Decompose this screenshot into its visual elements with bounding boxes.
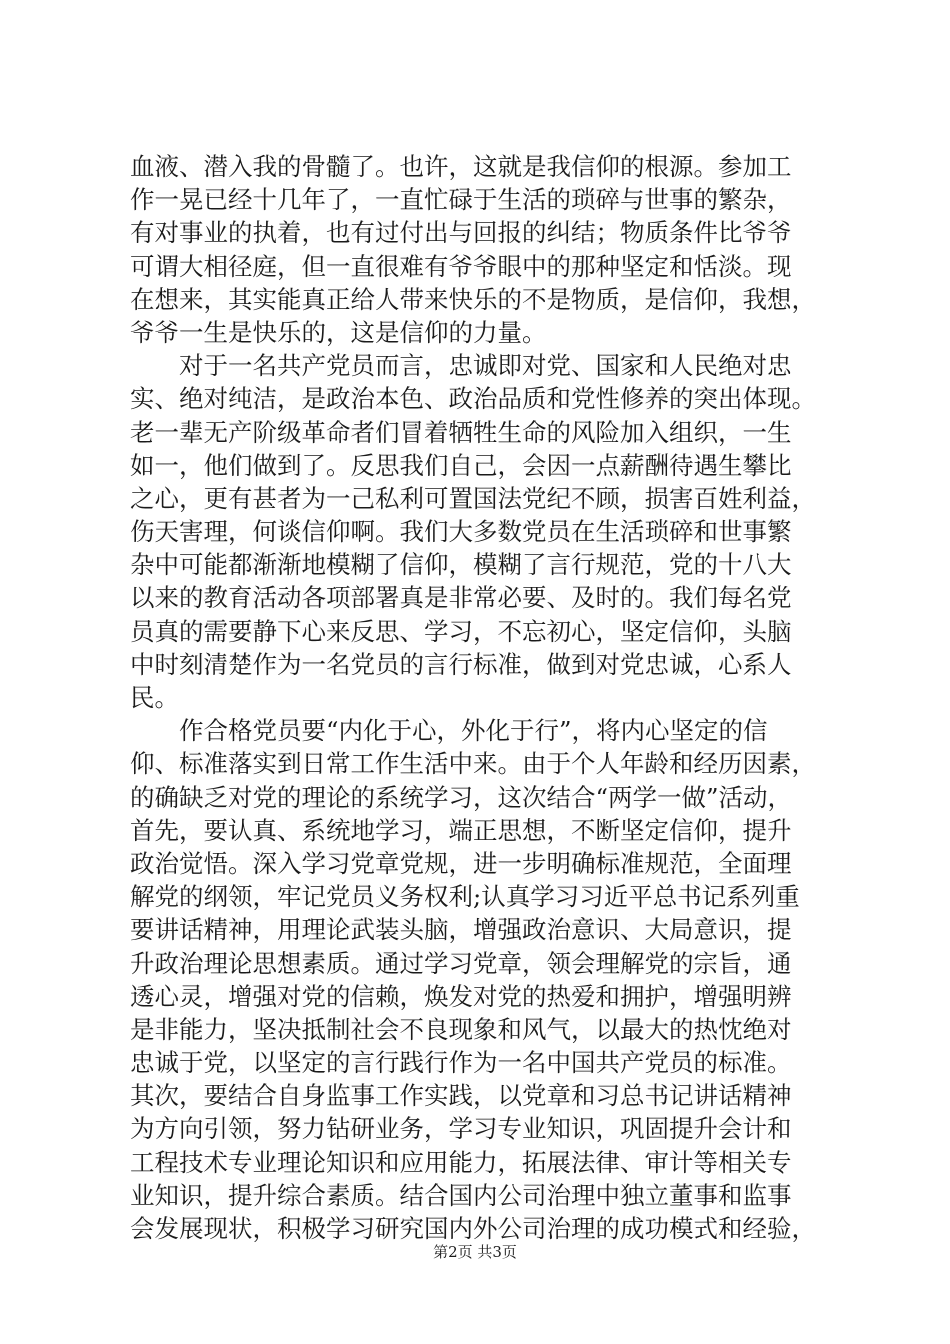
text-line: 政治觉悟。深入学习党章党规，进一步明确标准规范，全面理 bbox=[130, 848, 792, 878]
text-line: 作一晃已经十几年了，一直忙碌于生活的琐碎与世事的繁杂， bbox=[130, 185, 792, 215]
text-line: 业知识，提升综合素质。结合国内公司治理中独立董事和监事 bbox=[130, 1180, 792, 1210]
text-line: 在想来，其实能真正给人带来快乐的不是物质，是信仰，我想， bbox=[130, 284, 816, 314]
text-line: 实、绝对纯洁，是政治本色、政治品质和党性修养的突出体现。 bbox=[130, 384, 816, 414]
text-line: 如一，他们做到了。反思我们自己，会因一点薪酬待遇生攀比 bbox=[130, 450, 792, 480]
page-number: 第2页 共3页 bbox=[433, 1243, 517, 1261]
text-line: 升政治理论思想素质。通过学习党章，领会理解党的宗旨，通 bbox=[130, 948, 792, 978]
text-line: 的确缺乏对党的理论的系统学习，这次结合“两学一做”活动， bbox=[130, 782, 793, 812]
text-line: 以来的教育活动各项部署真是非常必要、及时的。我们每名党 bbox=[130, 583, 792, 613]
text-line: 忠诚于党，以坚定的言行践行作为一名中国共产党员的标准。 bbox=[130, 1048, 792, 1078]
text-line: 可谓大相径庭，但一直很难有爷爷眼中的那种坚定和恬淡。现 bbox=[130, 251, 792, 281]
text-line: 其次，要结合自身监事工作实践，以党章和习总书记讲话精神 bbox=[130, 1081, 792, 1111]
text-line: 有对事业的执着，也有过付出与回报的纠结；物质条件比爷爷 bbox=[130, 218, 792, 248]
text-line: 伤天害理，何谈信仰啊。我们大多数党员在生活琐碎和世事繁 bbox=[130, 517, 792, 547]
text-line: 民。 bbox=[130, 683, 179, 712]
text-line: 老一辈无产阶级革命者们冒着牺牲生命的风险加入组织，一生 bbox=[130, 417, 792, 447]
text-line: 中时刻清楚作为一名党员的言行标准，做到对党忠诚，心系人 bbox=[130, 649, 792, 679]
text-line: 作合格党员要“内化于心，外化于行”，将内心坚定的信 bbox=[130, 716, 768, 746]
text-line: 要讲话精神，用理论武装头脑，增强政治意识、大局意识，提 bbox=[130, 915, 792, 945]
text-line: 为方向引领，努力钻研业务，学习专业知识，巩固提升会计和 bbox=[130, 1114, 792, 1144]
text-line: 员真的需要静下心来反思、学习，不忘初心，坚定信仰，头脑 bbox=[130, 616, 792, 646]
page-footer bbox=[0, 1242, 950, 1262]
text-line: 对于一名共产党员而言，忠诚即对党、国家和人民绝对忠 bbox=[130, 351, 792, 381]
text-line: 杂中可能都渐渐地模糊了信仰，模糊了言行规范，党的十八大 bbox=[130, 550, 792, 580]
text-line: 血液、潜入我的骨髓了。也许，这就是我信仰的根源。参加工 bbox=[130, 152, 792, 181]
text-line: 会发展现状，积极学习研究国内外公司治理的成功模式和经验， bbox=[130, 1214, 816, 1243]
text-line: 之心，更有甚者为一己私利可置国法党纪不顾，损害百姓利益， bbox=[130, 483, 816, 513]
text-line: 仰、标准落实到日常工作生活中来。由于个人年龄和经历因素， bbox=[130, 749, 816, 779]
text-line: 透心灵，增强对党的信赖，焕发对党的热爱和拥护，增强明辨 bbox=[130, 981, 792, 1011]
text-line: 爷爷一生是快乐的，这是信仰的力量。 bbox=[130, 317, 547, 347]
text-line: 首先，要认真、系统地学习，端正思想，不断坚定信仰，提升 bbox=[130, 815, 792, 845]
text-line: 解党的纲领，牢记党员义务权利;认真学习习近平总书记系列重 bbox=[130, 882, 800, 912]
document-body bbox=[130, 150, 840, 1245]
text-line: 工程技术专业理论知识和应用能力，拓展法律、审计等相关专 bbox=[130, 1147, 792, 1177]
text-line: 是非能力，坚决抵制社会不良现象和风气，以最大的热忱绝对 bbox=[130, 1014, 792, 1044]
